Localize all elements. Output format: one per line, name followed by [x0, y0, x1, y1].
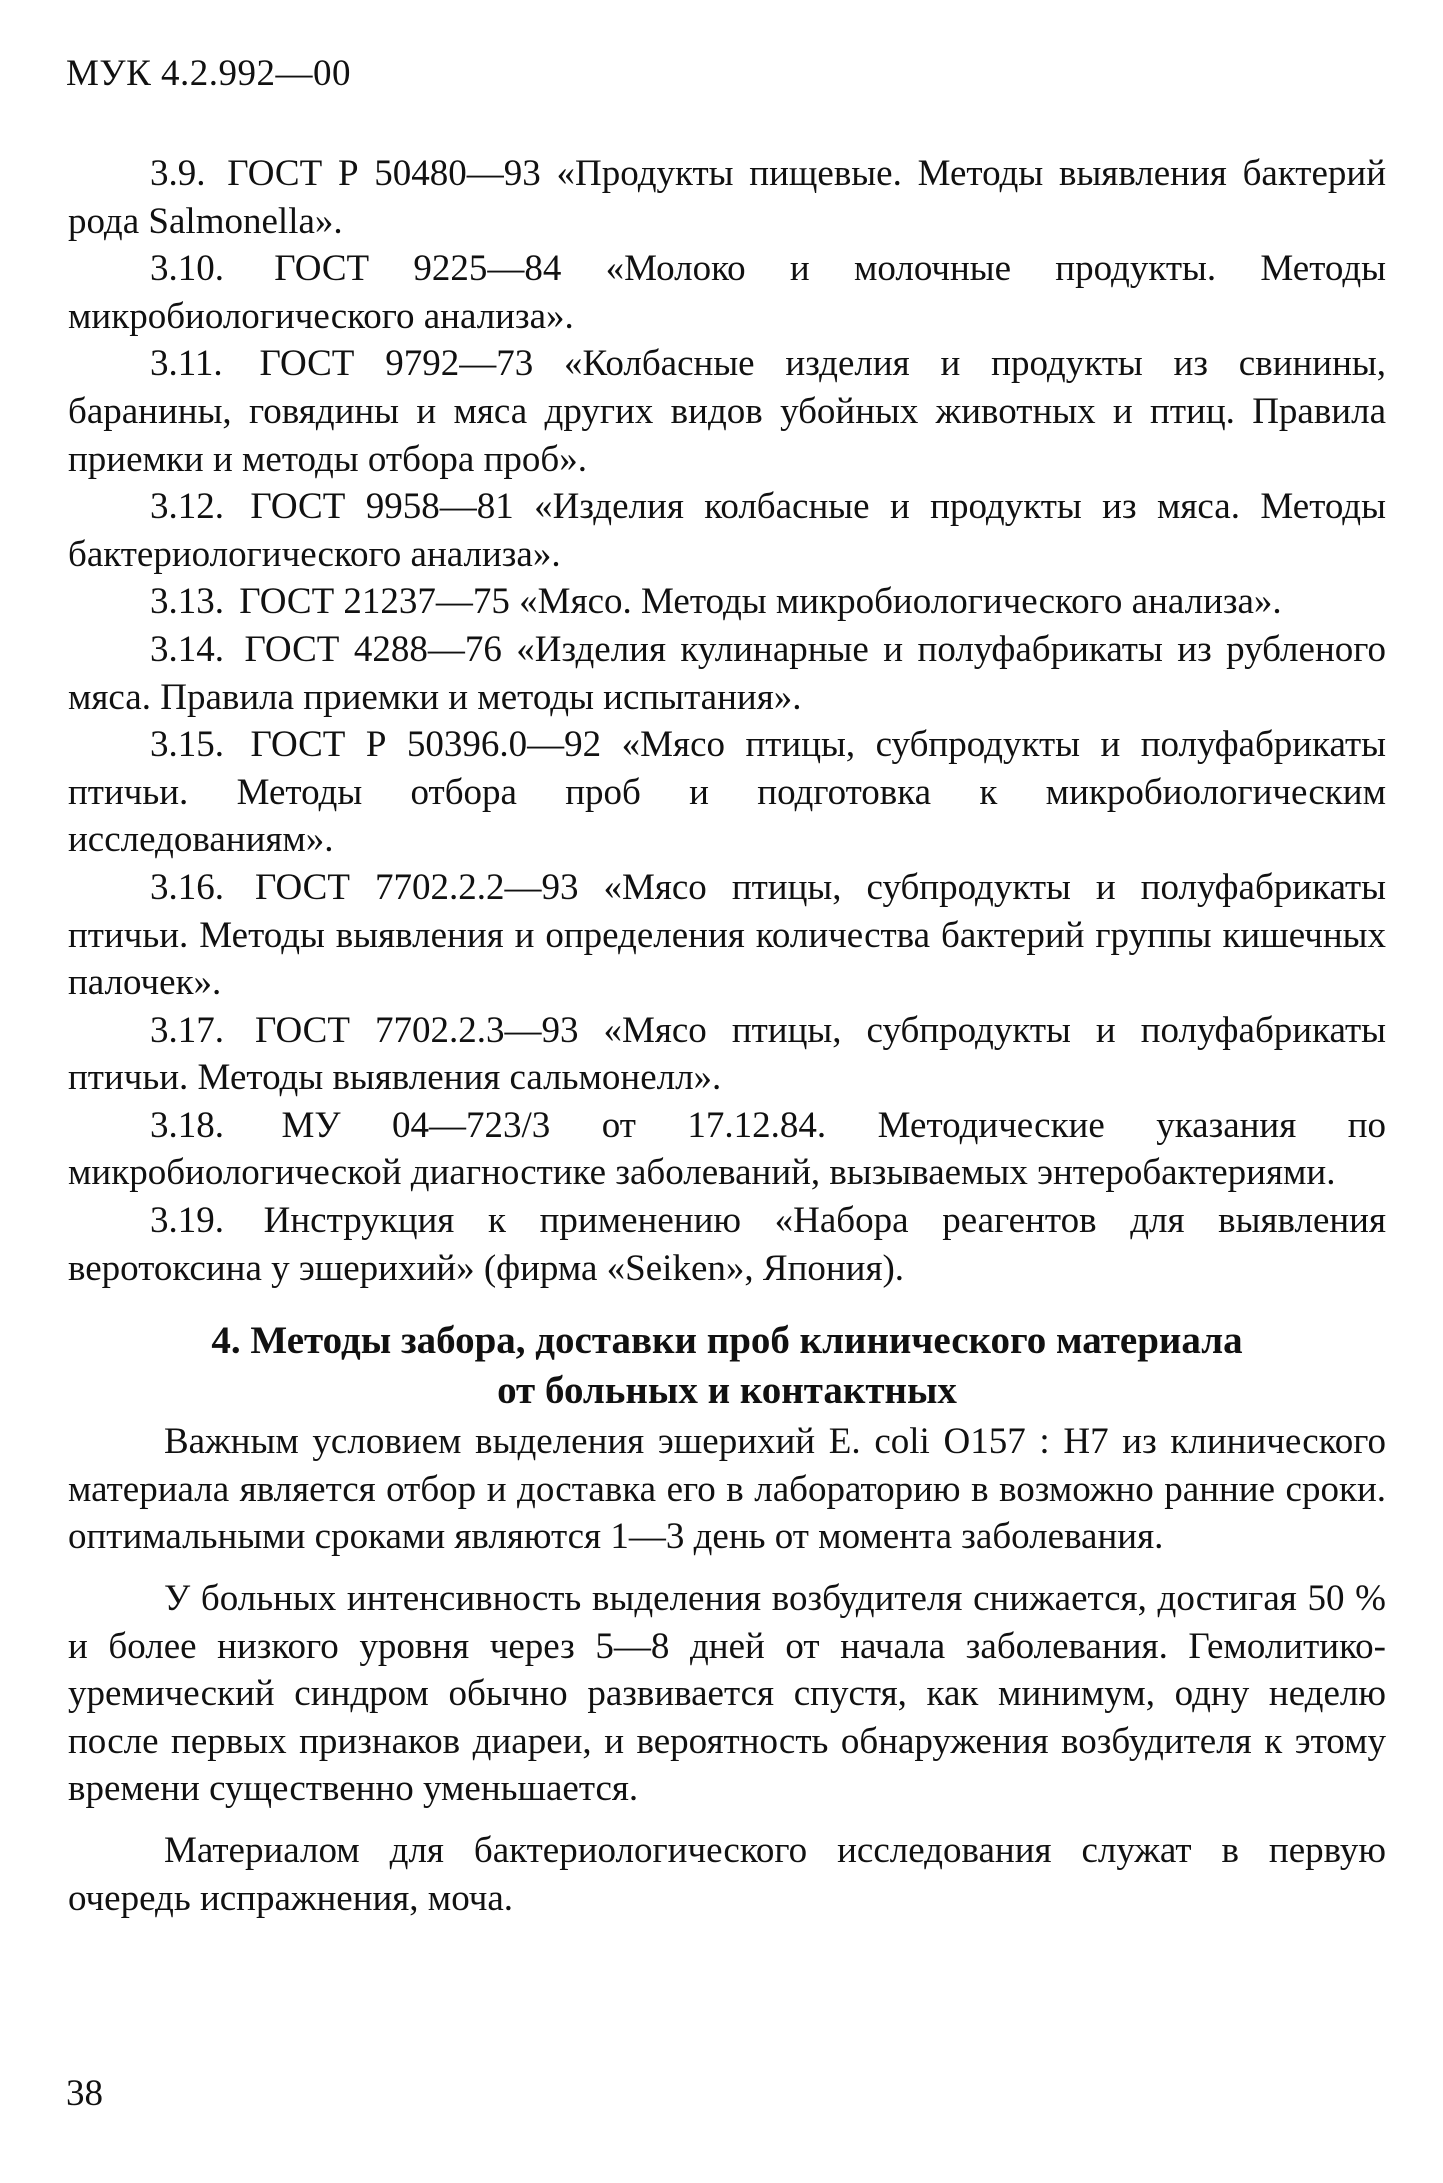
reference-item	[68, 1007, 1386, 1102]
reference-item	[68, 245, 1386, 340]
reference-number: 3.9.	[150, 153, 206, 194]
section-heading	[68, 1316, 1386, 1416]
reference-number: 3.10.	[150, 248, 224, 290]
reference-item	[68, 864, 1386, 1007]
reference-item	[68, 626, 1386, 721]
reference-number: 3.14.	[150, 628, 224, 670]
reference-text: ГОСТ 7702.2.2—93 «Мясо птицы, субпродукты и полуфабрикаты птичьи. Методы выявления и определения количества бактерий группы кишечных палочек».	[68, 866, 1386, 1004]
reference-number: 3.11.	[150, 343, 223, 385]
body-paragraph: Материалом для бактериологического исследования служат в первую очередь испражнения, моча.	[68, 1830, 1386, 1919]
section-heading-line: 4. Методы забора, доставки проб клинического материала	[211, 1319, 1243, 1363]
reference-number: 3.18.	[150, 1104, 224, 1146]
reference-text: ГОСТ 4288—76 «Изделия кулинарные и полуфабрикаты из рубленого мяса. Правила приемки и методы испытания».	[68, 628, 1387, 718]
reference-item	[68, 340, 1386, 483]
body-paragraph: Важным условием выделения эшерихий E. coli O157 : H7 из клинического материала является отбор и доставка его в лабораторию в возможно ранние сроки. оптимальными сроками являются 1—3 день от момента заболевания.	[68, 1421, 1386, 1558]
reference-number: 3.12.	[150, 486, 224, 528]
reference-item	[68, 483, 1386, 578]
reference-item	[68, 578, 1386, 626]
document-code: МУК 4.2.992—00	[66, 53, 352, 94]
reference-number: 3.13.	[150, 581, 224, 623]
page-content	[68, 150, 1386, 1922]
reference-number: 3.16.	[150, 866, 224, 908]
reference-number: 3.17.	[150, 1009, 224, 1051]
body-paragraph: У больных интенсивность выделения возбудителя снижается, достигая 50 % и более низкого уровня через 5—8 дней от начала заболевания. Гемолитико-уремический синдром обычно развивается спустя, как минимум, одну неделю после первых признаков диареи, и вероятность обнаружения возбудителя к этому времени существенно уменьшается.	[68, 1578, 1386, 1810]
page-number: 38	[66, 2073, 103, 2114]
reference-text: ГОСТ Р 50396.0—92 «Мясо птицы, субпродукты и полуфабрикаты птичьи. Методы отбора проб и подготовка к микробиологическим исследованиям».	[68, 724, 1386, 861]
reference-text: ГОСТ Р 50480—93 «Продукты пищевые. Методы выявления бактерий рода Salmonella».	[68, 153, 1386, 242]
reference-list	[68, 150, 1386, 1292]
reference-text: ГОСТ 9792—73 «Колбасные изделия и продукты из свинины, баранины, говядины и мяса других видов убойных животных и птиц. Правила приемки и методы отбора проб».	[68, 343, 1387, 480]
reference-text: ГОСТ 7702.2.3—93 «Мясо птицы, субпродукты и полуфабрикаты птичьи. Методы выявления сальмонелл».	[68, 1009, 1386, 1099]
reference-text: ГОСТ 9958—81 «Изделия колбасные и продукты из мяса. Методы бактериологического анализа».	[68, 486, 1386, 575]
reference-text: ГОСТ 21237—75 «Мясо. Методы микробиологического анализа».	[239, 581, 1282, 623]
reference-item	[68, 1197, 1386, 1292]
reference-text: МУ 04—723/3 от 17.12.84. Методические указания по микробиологической диагностике заболеваний, вызываемых энтеробактериями.	[68, 1104, 1386, 1194]
reference-item	[68, 1102, 1386, 1197]
section-heading-line: от больных и контактных	[497, 1369, 957, 1413]
reference-number: 3.15.	[150, 724, 224, 766]
reference-item	[68, 721, 1386, 864]
reference-item	[68, 150, 1386, 245]
reference-text: ГОСТ 9225—84 «Молоко и молочные продукты. Методы микробиологического анализа».	[68, 248, 1386, 337]
reference-text: Инструкция к применению «Набора реагентов для выявления веротоксина у эшерихий» (фирма «Seiken», Япония).	[68, 1200, 1387, 1289]
reference-number: 3.19.	[150, 1200, 224, 1242]
